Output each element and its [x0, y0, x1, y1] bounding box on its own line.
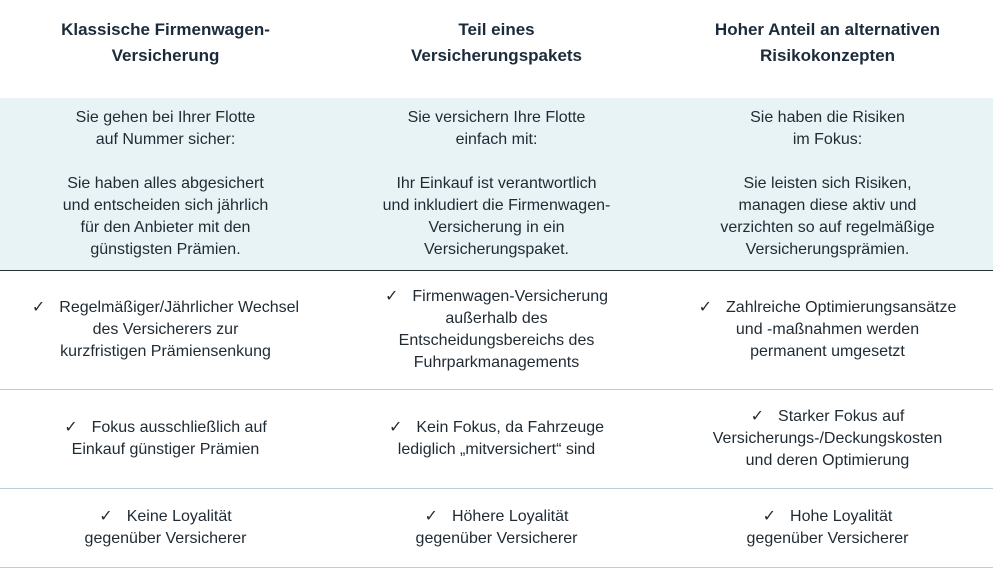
- header-text: Klassische Firmenwagen- Versicherung: [61, 20, 270, 65]
- check-icon: ✓: [424, 508, 438, 525]
- feature-text-cont: lediglich „mitversichert“ sind: [397, 441, 596, 458]
- feature-paket-1: [331, 271, 662, 390]
- feature-klassisch-1: [0, 271, 331, 390]
- feature-risiko-1: [662, 271, 993, 390]
- check-icon: ✓: [384, 288, 399, 305]
- feature-klassisch-3: [0, 489, 331, 568]
- feature-paket-2: [331, 390, 662, 489]
- description-body: Ihr Einkauf ist verantwortlich und inkludiert die Firmenwagen- Versicherung in ein Versicherungspaket.: [382, 175, 611, 258]
- feature-risiko-3: [662, 489, 993, 568]
- feature-text: Keine Loyalität: [126, 508, 232, 525]
- description-intro: Sie versichern Ihre Flotte einfach mit:: [407, 109, 586, 148]
- check-icon: ✓: [388, 419, 403, 436]
- feature-risiko-2: [662, 390, 993, 489]
- feature-text: Fokus ausschließlich auf: [91, 419, 267, 436]
- feature-text: Hohe Loyalität: [790, 508, 893, 525]
- feature-text-cont: außerhalb des Entscheidungsbereichs des Fuhrparkmanagements: [398, 310, 595, 371]
- column-header-paket: [331, 0, 662, 98]
- feature-text-cont: gegenüber Versicherer: [84, 530, 247, 547]
- check-icon: ✓: [750, 408, 765, 425]
- check-icon: ✓: [31, 299, 46, 316]
- feature-paket-3: [331, 489, 662, 568]
- check-icon: ✓: [64, 419, 78, 436]
- check-icon: ✓: [762, 508, 777, 525]
- column-header-risiko: [662, 0, 993, 98]
- feature-text-cont: gegenüber Versicherer: [746, 530, 909, 547]
- feature-text: Kein Fokus, da Fahrzeuge: [416, 419, 605, 436]
- description-intro: Sie haben die Risiken im Fokus:: [750, 109, 905, 148]
- description-paket: [331, 98, 662, 271]
- check-icon: ✓: [99, 508, 113, 525]
- description-klassisch: [0, 98, 331, 271]
- description-risiko: [662, 98, 993, 271]
- feature-text: Starker Fokus auf: [778, 408, 905, 425]
- feature-text: Zahlreiche Optimierungsansätze: [726, 299, 957, 316]
- header-text: Hoher Anteil an alternativen Risikokonzepten: [714, 20, 941, 65]
- feature-text: Höhere Loyalität: [451, 508, 569, 525]
- feature-text-cont: des Versicherers zur kurzfristigen Prämiensenkung: [60, 321, 271, 360]
- header-text: Teil eines Versicherungspakets: [410, 20, 583, 65]
- description-intro: Sie gehen bei Ihrer Flotte auf Nummer sicher:: [75, 109, 256, 148]
- feature-text-cont: und -maßnahmen werden permanent umgesetzt: [735, 321, 920, 360]
- check-icon: ✓: [698, 299, 713, 316]
- column-header-klassisch: [0, 0, 331, 98]
- feature-text-cont: Versicherungs-/Deckungskosten und deren Optimierung: [712, 430, 943, 469]
- feature-text-cont: Einkauf günstiger Prämien: [71, 441, 260, 458]
- feature-text: Firmenwagen-Versicherung: [412, 288, 609, 305]
- feature-text-cont: gegenüber Versicherer: [415, 530, 578, 547]
- feature-text: Regelmäßiger/Jährlicher Wechsel: [59, 299, 300, 316]
- feature-klassisch-2: [0, 390, 331, 489]
- description-body: Sie leisten sich Risiken, managen diese aktiv und verzichten so auf regelmäßige Versicherungsprämien.: [720, 175, 935, 258]
- description-body: Sie haben alles abgesichert und entscheiden sich jährlich für den Anbieter mit den günstigsten Prämien.: [62, 175, 269, 258]
